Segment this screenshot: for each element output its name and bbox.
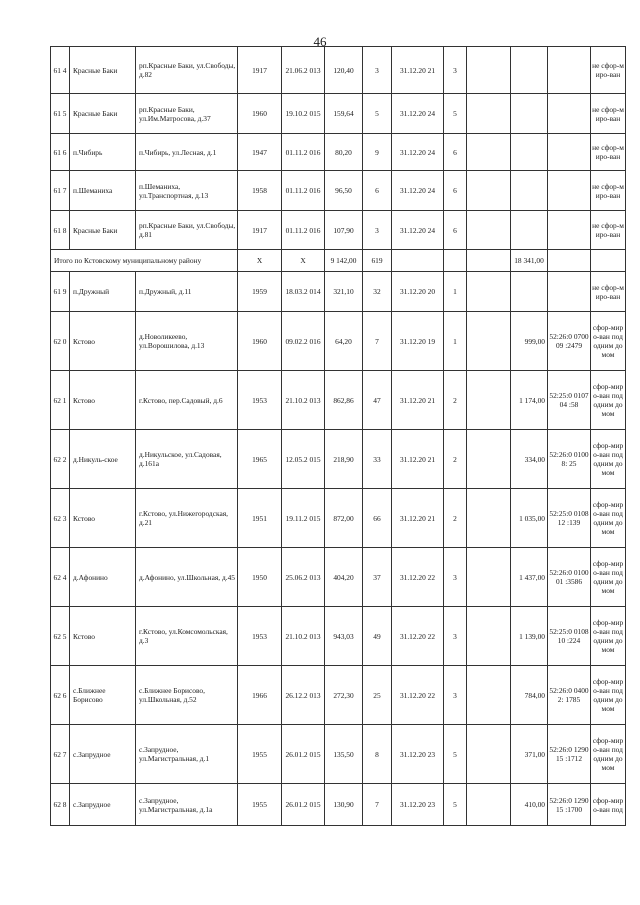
settlement-cell: с.Запрудное	[70, 725, 136, 784]
year-cell: 1950	[238, 548, 282, 607]
address-cell: п.Шеманиха, ул.Транспортная, д.13	[136, 171, 238, 211]
deadline-cell: 31.12.20 21	[392, 47, 444, 94]
cadastral-cell: 52:26:0 129015 :1700	[548, 784, 591, 826]
total-section	[51, 250, 626, 272]
deadline-cell: 31.12.20 22	[392, 607, 444, 666]
empty-cell	[467, 666, 511, 725]
address-cell: рп.Красные Баки, ул.Свободы, д.81	[136, 211, 238, 250]
table-row	[51, 211, 626, 250]
empty-cell	[467, 784, 511, 826]
settlement-cell: Кстово	[70, 489, 136, 548]
area-cell: 872,00	[325, 489, 363, 548]
date-cell: 21.06.2 013	[282, 47, 325, 94]
deadline-cell: 31.12.20 23	[392, 784, 444, 826]
settlement-cell: Кстово	[70, 607, 136, 666]
method-cell: сфор-миро-ван под	[591, 784, 626, 826]
row-number: 62 7	[51, 725, 70, 784]
method-cell: сфор-миро-ван под одним домом	[591, 725, 626, 784]
area-cell: 64,20	[325, 312, 363, 371]
settlement-cell: Кстово	[70, 371, 136, 430]
total-cost: 18 341,00	[511, 250, 548, 272]
area-cell: 107,90	[325, 211, 363, 250]
method-cell: не сфор-миро-ван	[591, 134, 626, 171]
method-cell: не сфор-миро-ван	[591, 47, 626, 94]
row-number: 62 8	[51, 784, 70, 826]
table-row	[51, 784, 626, 826]
stage-cell: 5	[444, 94, 467, 134]
year-cell: 1953	[238, 371, 282, 430]
total-empty	[467, 250, 511, 272]
row-number: 61 8	[51, 211, 70, 250]
residents-cell: 47	[363, 371, 392, 430]
table-row	[51, 134, 626, 171]
row-number: 62 0	[51, 312, 70, 371]
table-row	[51, 171, 626, 211]
empty-cell	[467, 171, 511, 211]
cadastral-cell: 52:25:0 010812 :139	[548, 489, 591, 548]
total-stage	[444, 250, 467, 272]
stage-cell: 6	[444, 171, 467, 211]
empty-cell	[467, 489, 511, 548]
cadastral-cell: 52:25:0 010704 :58	[548, 371, 591, 430]
year-cell: 1951	[238, 489, 282, 548]
method-cell: сфор-миро-ван под одним домом	[591, 371, 626, 430]
cadastral-cell: 52:26:0 129015 :1712	[548, 725, 591, 784]
year-cell: 1953	[238, 607, 282, 666]
residents-cell: 8	[363, 725, 392, 784]
settlement-cell: Красные Баки	[70, 47, 136, 94]
total-area: 9 142,00	[325, 250, 363, 272]
method-cell: не сфор-миро-ван	[591, 94, 626, 134]
table-row	[51, 47, 626, 94]
empty-cell	[467, 430, 511, 489]
row-number: 61 6	[51, 134, 70, 171]
address-cell: г.Кстово, ул.Комсомольская, д.3	[136, 607, 238, 666]
date-cell: 19.10.2 015	[282, 94, 325, 134]
date-cell: 21.10.2 013	[282, 607, 325, 666]
cadastral-cell	[548, 47, 591, 94]
stage-cell: 1	[444, 312, 467, 371]
stage-cell: 5	[444, 784, 467, 826]
page-number: 46	[313, 34, 327, 49]
empty-cell	[467, 272, 511, 312]
table-row	[51, 272, 626, 312]
year-cell: 1966	[238, 666, 282, 725]
area-cell: 96,50	[325, 171, 363, 211]
residents-cell: 49	[363, 607, 392, 666]
cadastral-cell: 52:26:0 010001 :3586	[548, 548, 591, 607]
row-number: 61 9	[51, 272, 70, 312]
cost-cell: 784,00	[511, 666, 548, 725]
year-cell: 1965	[238, 430, 282, 489]
area-cell: 321,10	[325, 272, 363, 312]
row-number: 61 7	[51, 171, 70, 211]
address-cell: рп.Красные Баки, ул.Им.Матросова, д.37	[136, 94, 238, 134]
cost-cell: 371,00	[511, 725, 548, 784]
cost-cell	[511, 272, 548, 312]
cost-cell	[511, 47, 548, 94]
table-row	[51, 371, 626, 430]
method-cell: не сфор-миро-ван	[591, 272, 626, 312]
date-cell: 09.02.2 016	[282, 312, 325, 371]
stage-cell: 2	[444, 430, 467, 489]
cost-cell: 1 139,00	[511, 607, 548, 666]
cadastral-cell: 52:26:0 04002: 1785	[548, 666, 591, 725]
empty-cell	[467, 211, 511, 250]
area-cell: 80,20	[325, 134, 363, 171]
deadline-cell: 31.12.20 21	[392, 371, 444, 430]
residents-cell: 3	[363, 47, 392, 94]
residents-cell: 25	[363, 666, 392, 725]
cost-cell: 410,00	[511, 784, 548, 826]
residents-cell: 5	[363, 94, 392, 134]
empty-cell	[467, 312, 511, 371]
address-cell: п.Чибирь, ул.Лесная, д.1	[136, 134, 238, 171]
area-cell: 120,40	[325, 47, 363, 94]
date-cell: 19.11.2 015	[282, 489, 325, 548]
settlement-cell: п.Дружный	[70, 272, 136, 312]
stage-cell: 3	[444, 548, 467, 607]
address-cell: г.Кстово, ул.Нижегородская, д.21	[136, 489, 238, 548]
date-cell: 01.11.2 016	[282, 134, 325, 171]
stage-cell: 5	[444, 725, 467, 784]
method-cell: сфор-миро-ван под одним домом	[591, 312, 626, 371]
deadline-cell: 31.12.20 23	[392, 725, 444, 784]
year-cell: 1955	[238, 784, 282, 826]
cost-cell: 1 035,00	[511, 489, 548, 548]
settlement-cell: Красные Баки	[70, 211, 136, 250]
method-cell: сфор-миро-ван под одним домом	[591, 666, 626, 725]
table-body-top	[51, 47, 626, 250]
method-cell: сфор-миро-ван под одним домом	[591, 430, 626, 489]
cadastral-cell: 52:26:0 01008: 25	[548, 430, 591, 489]
residents-cell: 6	[363, 171, 392, 211]
year-cell: 1947	[238, 134, 282, 171]
year-cell: 1959	[238, 272, 282, 312]
row-number: 62 2	[51, 430, 70, 489]
deadline-cell: 31.12.20 19	[392, 312, 444, 371]
settlement-cell: п.Чибирь	[70, 134, 136, 171]
settlement-cell: п.Шеманиха	[70, 171, 136, 211]
settlement-cell: д.Афонино	[70, 548, 136, 607]
settlement-cell: Красные Баки	[70, 94, 136, 134]
cost-cell	[511, 211, 548, 250]
table-row	[51, 489, 626, 548]
area-cell: 272,30	[325, 666, 363, 725]
cost-cell	[511, 171, 548, 211]
table-row	[51, 430, 626, 489]
settlement-cell: д.Никуль-ское	[70, 430, 136, 489]
method-cell: сфор-миро-ван под одним домом	[591, 489, 626, 548]
row-number: 62 3	[51, 489, 70, 548]
area-cell: 218,90	[325, 430, 363, 489]
area-cell: 862,86	[325, 371, 363, 430]
stage-cell: 3	[444, 607, 467, 666]
empty-cell	[467, 47, 511, 94]
row-number: 62 5	[51, 607, 70, 666]
date-cell: 12.05.2 015	[282, 430, 325, 489]
year-cell: 1960	[238, 94, 282, 134]
date-cell: 01.11.2 016	[282, 171, 325, 211]
total-cadastral	[548, 250, 591, 272]
area-cell: 404,20	[325, 548, 363, 607]
empty-cell	[467, 134, 511, 171]
residents-cell: 33	[363, 430, 392, 489]
table-row	[51, 94, 626, 134]
row-number: 61 5	[51, 94, 70, 134]
table-body-bottom	[51, 272, 626, 826]
cost-cell: 999,00	[511, 312, 548, 371]
year-cell: 1958	[238, 171, 282, 211]
deadline-cell: 31.12.20 24	[392, 134, 444, 171]
date-cell: 01.11.2 016	[282, 211, 325, 250]
address-cell: д.Новоликеево, ул.Ворошилова, д.13	[136, 312, 238, 371]
total-label: Итого по Кстовскому муниципальному району	[51, 250, 238, 272]
cost-cell: 334,00	[511, 430, 548, 489]
empty-cell	[467, 94, 511, 134]
address-cell: с.Запрудное, ул.Магистральная, д.1	[136, 725, 238, 784]
total-row	[51, 250, 626, 272]
residents-cell: 9	[363, 134, 392, 171]
date-cell: 26.12.2 013	[282, 666, 325, 725]
date-cell: 26.01.2 015	[282, 784, 325, 826]
stage-cell: 2	[444, 371, 467, 430]
stage-cell: 2	[444, 489, 467, 548]
cost-cell	[511, 134, 548, 171]
area-cell: 135,50	[325, 725, 363, 784]
table-row	[51, 607, 626, 666]
deadline-cell: 31.12.20 20	[392, 272, 444, 312]
table-row	[51, 312, 626, 371]
settlement-cell: с.Запрудное	[70, 784, 136, 826]
address-cell: с.Ближнее Борисово, ул.Школьная, д.52	[136, 666, 238, 725]
cadastral-cell	[548, 134, 591, 171]
table-row	[51, 666, 626, 725]
date-cell: 18.03.2 014	[282, 272, 325, 312]
cost-cell	[511, 94, 548, 134]
address-cell: с.Запрудное, ул.Магистральная, д.1а	[136, 784, 238, 826]
year-cell: 1955	[238, 725, 282, 784]
deadline-cell: 31.12.20 21	[392, 489, 444, 548]
address-cell: д.Афонино, ул.Школьная, д.45	[136, 548, 238, 607]
stage-cell: 3	[444, 666, 467, 725]
table-row	[51, 548, 626, 607]
row-number: 62 4	[51, 548, 70, 607]
residents-cell: 32	[363, 272, 392, 312]
total-deadline	[392, 250, 444, 272]
empty-cell	[467, 607, 511, 666]
year-cell: 1917	[238, 211, 282, 250]
total-year: Х	[238, 250, 282, 272]
address-cell: п.Дружный, д.11	[136, 272, 238, 312]
cadastral-cell: 52:26:0 070009 :2479	[548, 312, 591, 371]
cadastral-cell	[548, 171, 591, 211]
total-date: Х	[282, 250, 325, 272]
stage-cell: 6	[444, 134, 467, 171]
residents-cell: 37	[363, 548, 392, 607]
method-cell: не сфор-миро-ван	[591, 211, 626, 250]
stage-cell: 6	[444, 211, 467, 250]
cost-cell: 1 174,00	[511, 371, 548, 430]
residents-cell: 66	[363, 489, 392, 548]
stage-cell: 1	[444, 272, 467, 312]
residents-cell: 7	[363, 784, 392, 826]
year-cell: 1917	[238, 47, 282, 94]
empty-cell	[467, 548, 511, 607]
stage-cell: 3	[444, 47, 467, 94]
residents-cell: 3	[363, 211, 392, 250]
table-row	[51, 725, 626, 784]
address-cell: г.Кстово, пер.Садовый, д.6	[136, 371, 238, 430]
cost-cell: 1 437,00	[511, 548, 548, 607]
row-number: 62 1	[51, 371, 70, 430]
year-cell: 1960	[238, 312, 282, 371]
cadastral-cell	[548, 211, 591, 250]
method-cell: сфор-миро-ван под одним домом	[591, 548, 626, 607]
method-cell: сфор-миро-ван под одним домом	[591, 607, 626, 666]
residents-cell: 7	[363, 312, 392, 371]
deadline-cell: 31.12.20 24	[392, 94, 444, 134]
housing-table	[50, 46, 626, 826]
settlement-cell: Кстово	[70, 312, 136, 371]
deadline-cell: 31.12.20 21	[392, 430, 444, 489]
method-cell: не сфор-миро-ван	[591, 171, 626, 211]
empty-cell	[467, 725, 511, 784]
settlement-cell: с.Ближнее Борисово	[70, 666, 136, 725]
deadline-cell: 31.12.20 22	[392, 548, 444, 607]
cadastral-cell	[548, 272, 591, 312]
total-residents: 619	[363, 250, 392, 272]
address-cell: д.Никульское, ул.Садовая, д.161а	[136, 430, 238, 489]
deadline-cell: 31.12.20 22	[392, 666, 444, 725]
address-cell: рп.Красные Баки, ул.Свободы, д.82	[136, 47, 238, 94]
area-cell: 130,90	[325, 784, 363, 826]
date-cell: 26.01.2 015	[282, 725, 325, 784]
total-method	[591, 250, 626, 272]
deadline-cell: 31.12.20 24	[392, 211, 444, 250]
date-cell: 21.10.2 013	[282, 371, 325, 430]
area-cell: 159,64	[325, 94, 363, 134]
cadastral-cell	[548, 94, 591, 134]
row-number: 62 6	[51, 666, 70, 725]
cadastral-cell: 52:25:0 010810 :224	[548, 607, 591, 666]
area-cell: 943,03	[325, 607, 363, 666]
deadline-cell: 31.12.20 24	[392, 171, 444, 211]
row-number: 61 4	[51, 47, 70, 94]
date-cell: 25.06.2 013	[282, 548, 325, 607]
empty-cell	[467, 371, 511, 430]
